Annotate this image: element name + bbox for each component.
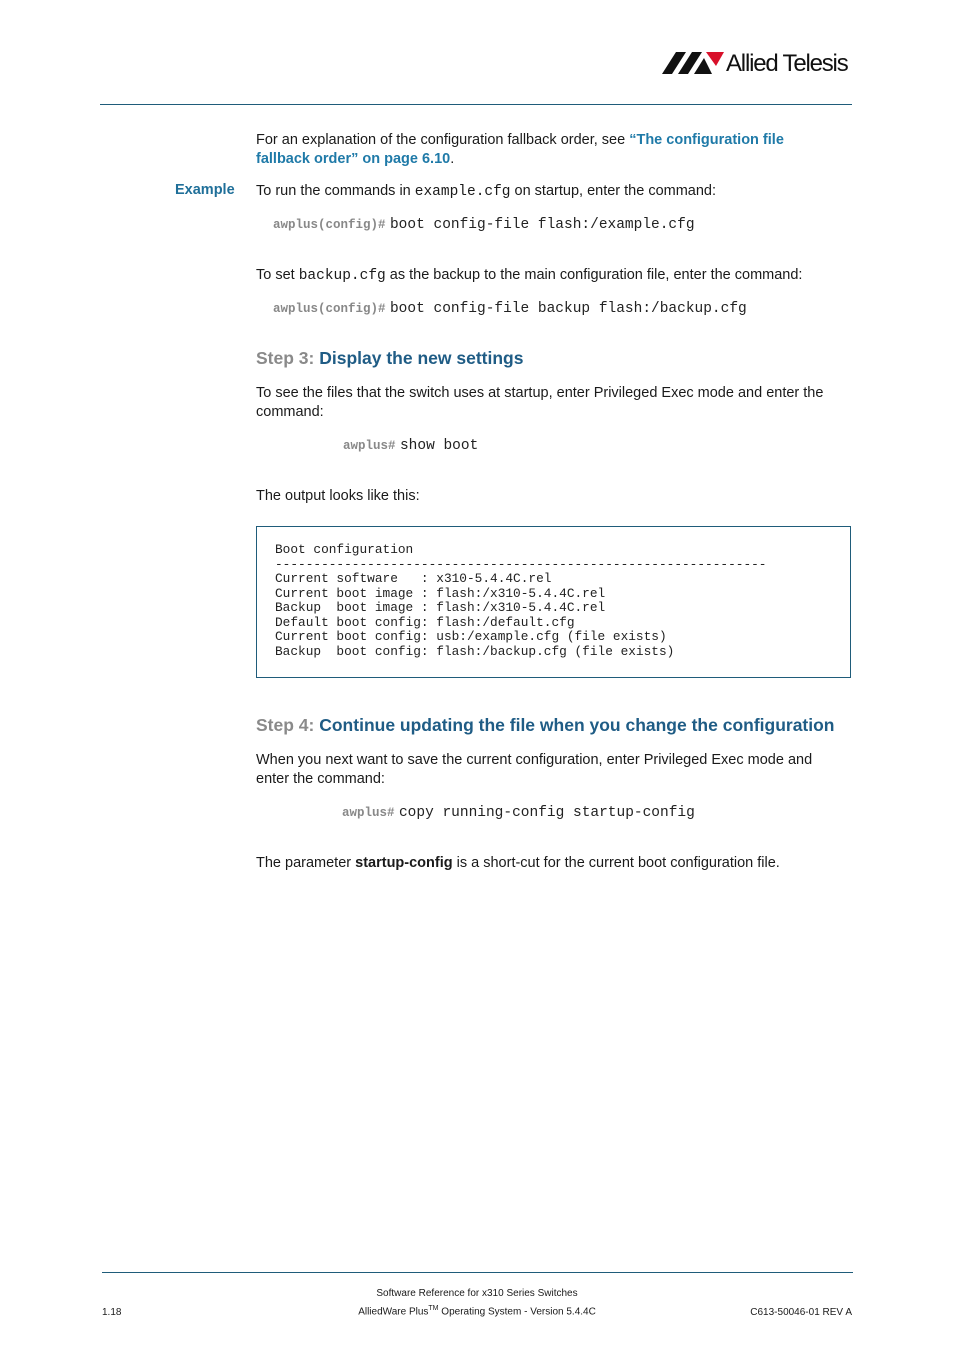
command-prompt: awplus# [343,439,396,453]
step4-heading [256,715,835,736]
footer-version: Operating System - Version 5.4.4C [438,1306,596,1318]
command-prompt: awplus(config)# [273,218,386,232]
param-tail: is a short-cut for the current boot configuration file. [452,855,780,871]
step4-desc-line1: When you next want to save the current configuration, enter Privileged Exec mode and [256,752,813,768]
command-text: boot config-file backup flash:/backup.cfg [389,301,747,317]
example-label: Example [175,182,235,198]
footer-page-number: 1.18 [102,1307,122,1318]
footer-trademark: TM [428,1305,439,1312]
step3-desc-line2: command: [256,404,324,420]
intro-period: . [450,151,455,167]
step3-heading [256,348,523,369]
command-text: copy running-config startup-config [398,805,695,821]
example-line1-tail: on startup, enter the command: [510,183,717,199]
command-copy-config [342,803,695,821]
footer-rule [102,1272,853,1273]
fallback-order-link-cont[interactable]: fallback order” on page 6.10 [256,151,451,167]
show-boot-output: Boot configuration ---------------------------------------------------------------- Current software : x310-5.4.4C.rel Current boot image : flash:/x310-5.4.4C.rel Backup boot image : flash:/x310-5.4.4C.rel Default boot config: flash:/default.cfg Current boot config: usb:/example.cfg (file exists) Backup boot config: flash:/backup.cfg (file exists) [275,542,767,659]
step3-description [256,384,856,422]
example-line2-tail: as the backup to the main configuration file, enter the command: [385,267,803,283]
parameter-note [256,854,856,873]
fallback-order-link[interactable]: “The configuration file [629,132,784,148]
backup-cfg-filename: backup.cfg [298,268,386,284]
example-line2 [256,266,876,286]
output-box [256,526,851,678]
command-prompt: awplus# [342,806,395,820]
step4-desc-line2: enter the command: [256,771,385,787]
footer-doc-id: C613-50046-01 REV A [750,1307,852,1318]
command-text: boot config-file flash:/example.cfg [389,217,695,233]
intro-text: For an explanation of the configuration fallback order, see [256,132,630,148]
step3-title: Display the new settings [319,348,524,368]
param-startup-config: startup-config [355,855,453,871]
footer-product: AlliedWare Plus [358,1306,429,1318]
command-boot-backup [273,299,747,317]
step3-number: Step 3: [256,348,315,368]
output-intro: The output looks like this: [256,488,420,504]
example-line1-text: To run the commands in [256,183,415,199]
command-prompt: awplus(config)# [273,302,386,316]
param-text: The parameter [256,855,356,871]
header-rule [100,104,852,105]
step4-title: Continue updating the file when you change the configuration [319,715,835,735]
command-show-boot [343,436,478,454]
example-cfg-filename: example.cfg [414,184,511,200]
allied-telesis-logo [662,50,854,80]
step3-desc-line1: To see the files that the switch uses at startup, enter Privileged Exec mode and enter the [256,385,824,401]
command-text: show boot [399,438,479,454]
example-line1 [256,182,856,202]
intro-paragraph [256,131,856,169]
step4-description [256,751,856,789]
example-line2-text: To set [256,267,299,283]
footer-title: Software Reference for x310 Series Switches [376,1288,578,1299]
command-boot-config [273,215,695,233]
step4-number: Step 4: [256,715,315,735]
allied-telesis-logo-icon [662,52,724,74]
logo-text: Allied Telesis [726,50,848,77]
